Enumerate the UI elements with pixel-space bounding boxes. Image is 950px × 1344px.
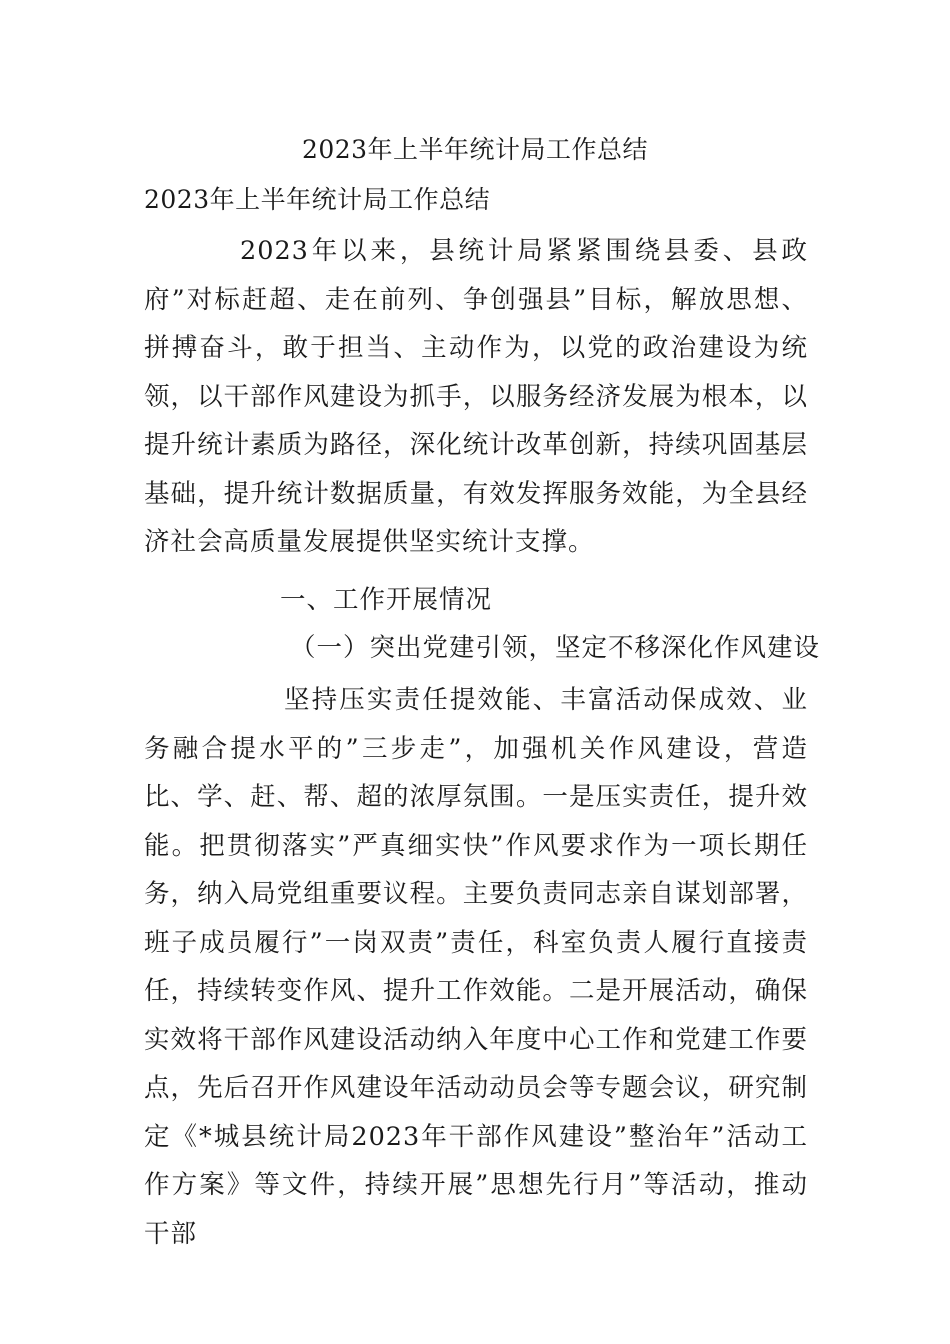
document-subtitle: 2023年上半年统计局工作总结 [144,185,491,214]
body-paragraph: 坚持压实责任提效能、丰富活动保成效、业务融合提水平的”三步走”，加强机关作风建设，营造比、学、赶、帮、超的浓厚氛围。一是压实责任，提升效能。把贯彻落实”严真细实快”作风要求作为一项长期任务，纳入局党组重要议程。主要负责同志亲自谋划部署，班子成员履行”一岗双责”责任，科室负责人履行直接责任，持续转变作风、提升工作效能。二是开展活动，确保实效将干部作风建设活动纳入年度中心工作和党建工作要点，先后召开作风建设年活动动员会等专题会议，研究制定《*城县统计局2023年干部作风建设”整治年”活动工作方案》等文件，持续开展”思想先行月”等活动，推动干部 [144,685,808,1249]
document-title: 2023年上半年统计局工作总结 [301,135,649,164]
section-heading: 一、工作开展情况 [280,585,493,615]
subsection-heading: （一）突出党建引领，坚定不移深化作风建设 [290,633,821,663]
intro-paragraph: 2023年以来，县统计局紧紧围绕县委、县政府”对标赶超、走在前列、争创强县”目标，解放思想、拼搏奋斗，敢于担当、主动作为，以党的政治建设为统领，以干部作风建设为抓手，以服务经济发展为根本，以提升统计素质为路径，深化统计改革创新，持续巩固基层基础，提升统计数据质量，有效发挥服务效能，为全县经济社会高质量发展提供坚实统计支撑。 [144,236,808,557]
